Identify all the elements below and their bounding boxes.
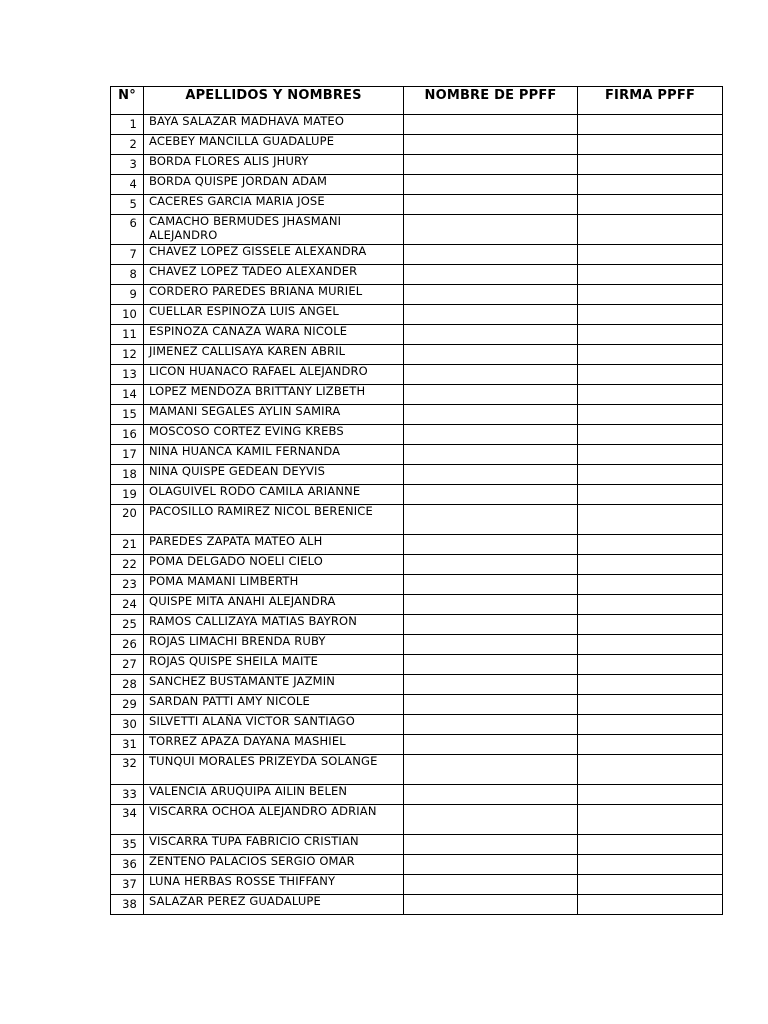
parent-name-cell[interactable] xyxy=(404,505,578,535)
row-number: 11 xyxy=(111,325,144,345)
table-row xyxy=(111,445,723,465)
table-row xyxy=(111,215,723,245)
student-name: LOPEZ MENDOZA BRITTANY LIZBETH xyxy=(144,385,404,405)
table-row xyxy=(111,135,723,155)
parent-name-cell[interactable] xyxy=(404,735,578,755)
row-number: 22 xyxy=(111,555,144,575)
parent-signature-cell[interactable] xyxy=(578,265,723,285)
table-row xyxy=(111,485,723,505)
parent-name-cell[interactable] xyxy=(404,425,578,445)
table-row xyxy=(111,305,723,325)
table-row xyxy=(111,245,723,265)
parent-signature-cell[interactable] xyxy=(578,385,723,405)
row-number: 26 xyxy=(111,635,144,655)
table-row xyxy=(111,615,723,635)
student-name: QUISPE MITA ANAHI ALEJANDRA xyxy=(144,595,404,615)
student-name: PAREDES ZAPATA MATEO ALH xyxy=(144,535,404,555)
header-names: APELLIDOS Y NOMBRES xyxy=(144,87,404,115)
student-name: BORDA FLORES ALIS JHURY xyxy=(144,155,404,175)
student-name: ROJAS LIMACHI BRENDA RUBY xyxy=(144,635,404,655)
student-name: VISCARRA OCHOA ALEJANDRO ADRIAN xyxy=(144,805,404,835)
student-name: NINA QUISPE GEDEAN DEYVIS xyxy=(144,465,404,485)
parent-signature-cell[interactable] xyxy=(578,805,723,835)
table-row xyxy=(111,755,723,785)
table-row xyxy=(111,675,723,695)
table-row xyxy=(111,425,723,445)
student-name: POMA DELGADO NOELI CIELO xyxy=(144,555,404,575)
parent-name-cell[interactable] xyxy=(404,195,578,215)
student-name: CHAVEZ LOPEZ GISSELE ALEXANDRA xyxy=(144,245,404,265)
parent-name-cell[interactable] xyxy=(404,445,578,465)
student-name: ROJAS QUISPE SHEILA MAITE xyxy=(144,655,404,675)
student-name: ESPINOZA CANAZA WARA NICOLE xyxy=(144,325,404,345)
student-name: SANCHEZ BUSTAMANTE JAZMIN xyxy=(144,675,404,695)
parent-signature-cell[interactable] xyxy=(578,155,723,175)
parent-signature-cell[interactable] xyxy=(578,895,723,915)
student-name: LUNA HERBAS ROSSE THIFFANY xyxy=(144,875,404,895)
header-parent-name: NOMBRE DE PPFF xyxy=(404,87,578,115)
parent-signature-cell[interactable] xyxy=(578,135,723,155)
row-number: 25 xyxy=(111,615,144,635)
table-row xyxy=(111,175,723,195)
student-name: OLAGUIVEL RODO CAMILA ARIANNE xyxy=(144,485,404,505)
table-row xyxy=(111,715,723,735)
student-name: MOSCOSO CORTEZ EVING KREBS xyxy=(144,425,404,445)
parent-signature-cell[interactable] xyxy=(578,285,723,305)
table-row xyxy=(111,855,723,875)
row-number: 30 xyxy=(111,715,144,735)
row-number: 33 xyxy=(111,785,144,805)
parent-name-cell[interactable] xyxy=(404,555,578,575)
row-number: 27 xyxy=(111,655,144,675)
parent-name-cell[interactable] xyxy=(404,805,578,835)
student-name: RAMOS CALLIZAYA MATIAS BAYRON xyxy=(144,615,404,635)
parent-signature-cell[interactable] xyxy=(578,655,723,675)
row-number: 31 xyxy=(111,735,144,755)
parent-signature-cell[interactable] xyxy=(578,345,723,365)
parent-signature-cell[interactable] xyxy=(578,215,723,245)
header-row xyxy=(111,87,723,115)
row-number: 3 xyxy=(111,155,144,175)
row-number: 5 xyxy=(111,195,144,215)
row-number: 23 xyxy=(111,575,144,595)
parent-name-cell[interactable] xyxy=(404,155,578,175)
parent-name-cell[interactable] xyxy=(404,535,578,555)
row-number: 1 xyxy=(111,115,144,135)
parent-name-cell[interactable] xyxy=(404,895,578,915)
student-name: TUNQUI MORALES PRIZEYDA SOLANGE xyxy=(144,755,404,785)
parent-signature-cell[interactable] xyxy=(578,245,723,265)
student-name: CACERES GARCIA MARIA JOSE xyxy=(144,195,404,215)
student-name: PACOSILLO RAMIREZ NICOL BERENICE xyxy=(144,505,404,535)
parent-name-cell[interactable] xyxy=(404,465,578,485)
parent-name-cell[interactable] xyxy=(404,135,578,155)
student-name: BORDA QUISPE JORDAN ADAM xyxy=(144,175,404,195)
parent-signature-cell[interactable] xyxy=(578,485,723,505)
table-row xyxy=(111,365,723,385)
parent-signature-cell[interactable] xyxy=(578,835,723,855)
table-row xyxy=(111,405,723,425)
row-number: 32 xyxy=(111,755,144,785)
parent-name-cell[interactable] xyxy=(404,305,578,325)
student-name: NINA HUANCA KAMIL FERNANDA xyxy=(144,445,404,465)
student-name: POMA MAMANI LIMBERTH xyxy=(144,575,404,595)
parent-name-cell[interactable] xyxy=(404,855,578,875)
row-number: 16 xyxy=(111,425,144,445)
table-row xyxy=(111,635,723,655)
parent-signature-cell[interactable] xyxy=(578,715,723,735)
student-name: MAMANI SEGALES AYLIN SAMIRA xyxy=(144,405,404,425)
table-row xyxy=(111,695,723,715)
roster-body xyxy=(111,115,723,915)
parent-name-cell[interactable] xyxy=(404,715,578,735)
table-row xyxy=(111,505,723,535)
row-number: 17 xyxy=(111,445,144,465)
table-row xyxy=(111,575,723,595)
table-row xyxy=(111,535,723,555)
row-number: 6 xyxy=(111,215,144,245)
row-number: 14 xyxy=(111,385,144,405)
student-name: LICON HUANACO RAFAEL ALEJANDRO xyxy=(144,365,404,385)
table-row xyxy=(111,735,723,755)
student-name: VISCARRA TUPA FABRICIO CRISTIAN xyxy=(144,835,404,855)
parent-signature-cell[interactable] xyxy=(578,635,723,655)
row-number: 36 xyxy=(111,855,144,875)
parent-signature-cell[interactable] xyxy=(578,175,723,195)
parent-signature-cell[interactable] xyxy=(578,875,723,895)
table-row xyxy=(111,325,723,345)
parent-name-cell[interactable] xyxy=(404,285,578,305)
row-number: 9 xyxy=(111,285,144,305)
parent-signature-cell[interactable] xyxy=(578,115,723,135)
row-number: 12 xyxy=(111,345,144,365)
parent-name-cell[interactable] xyxy=(404,265,578,285)
student-name: CUELLAR ESPINOZA LUIS ANGEL xyxy=(144,305,404,325)
row-number: 24 xyxy=(111,595,144,615)
student-name: ZENTENO PALACIOS SERGIO OMAR xyxy=(144,855,404,875)
parent-signature-cell[interactable] xyxy=(578,675,723,695)
parent-name-cell[interactable] xyxy=(404,115,578,135)
parent-name-cell[interactable] xyxy=(404,695,578,715)
table-row xyxy=(111,115,723,135)
row-number: 7 xyxy=(111,245,144,265)
row-number: 8 xyxy=(111,265,144,285)
student-name: JIMENEZ CALLISAYA KAREN ABRIL xyxy=(144,345,404,365)
row-number: 2 xyxy=(111,135,144,155)
student-roster-table xyxy=(110,86,723,915)
table-row xyxy=(111,785,723,805)
row-number: 15 xyxy=(111,405,144,425)
parent-name-cell[interactable] xyxy=(404,615,578,635)
student-name: SARDAN PATTI AMY NICOLE xyxy=(144,695,404,715)
table-row xyxy=(111,195,723,215)
table-row xyxy=(111,835,723,855)
parent-signature-cell[interactable] xyxy=(578,575,723,595)
row-number: 38 xyxy=(111,895,144,915)
parent-signature-cell[interactable] xyxy=(578,305,723,325)
parent-signature-cell[interactable] xyxy=(578,425,723,445)
table-row xyxy=(111,265,723,285)
parent-signature-cell[interactable] xyxy=(578,195,723,215)
student-name: VALENCIA ARUQUIPA AILIN BELEN xyxy=(144,785,404,805)
parent-name-cell[interactable] xyxy=(404,215,578,245)
parent-name-cell[interactable] xyxy=(404,385,578,405)
student-name: ACEBEY MANCILLA GUADALUPE xyxy=(144,135,404,155)
parent-signature-cell[interactable] xyxy=(578,465,723,485)
parent-signature-cell[interactable] xyxy=(578,855,723,875)
parent-name-cell[interactable] xyxy=(404,325,578,345)
row-number: 18 xyxy=(111,465,144,485)
parent-name-cell[interactable] xyxy=(404,835,578,855)
row-number: 21 xyxy=(111,535,144,555)
parent-name-cell[interactable] xyxy=(404,575,578,595)
student-name: BAYA SALAZAR MADHAVA MATEO xyxy=(144,115,404,135)
table-row xyxy=(111,155,723,175)
parent-name-cell[interactable] xyxy=(404,655,578,675)
parent-name-cell[interactable] xyxy=(404,595,578,615)
student-name: SALAZAR PEREZ GUADALUPE xyxy=(144,895,404,915)
parent-signature-cell[interactable] xyxy=(578,325,723,345)
parent-name-cell[interactable] xyxy=(404,365,578,385)
row-number: 10 xyxy=(111,305,144,325)
table-row xyxy=(111,285,723,305)
parent-name-cell[interactable] xyxy=(404,175,578,195)
parent-name-cell[interactable] xyxy=(404,875,578,895)
parent-signature-cell[interactable] xyxy=(578,785,723,805)
row-number: 19 xyxy=(111,485,144,505)
parent-name-cell[interactable] xyxy=(404,675,578,695)
table-row xyxy=(111,595,723,615)
parent-signature-cell[interactable] xyxy=(578,445,723,465)
parent-name-cell[interactable] xyxy=(404,485,578,505)
parent-signature-cell[interactable] xyxy=(578,695,723,715)
parent-name-cell[interactable] xyxy=(404,405,578,425)
row-number: 20 xyxy=(111,505,144,535)
table-row xyxy=(111,555,723,575)
row-number: 28 xyxy=(111,675,144,695)
row-number: 4 xyxy=(111,175,144,195)
table-row xyxy=(111,345,723,365)
table-row xyxy=(111,465,723,485)
row-number: 34 xyxy=(111,805,144,835)
parent-name-cell[interactable] xyxy=(404,635,578,655)
parent-signature-cell[interactable] xyxy=(578,405,723,425)
parent-signature-cell[interactable] xyxy=(578,615,723,635)
parent-signature-cell[interactable] xyxy=(578,535,723,555)
parent-signature-cell[interactable] xyxy=(578,505,723,535)
student-name: CORDERO PAREDES BRIANA MURIEL xyxy=(144,285,404,305)
table-row xyxy=(111,805,723,835)
student-name: TORREZ APAZA DAYANA MASHIEL xyxy=(144,735,404,755)
parent-name-cell[interactable] xyxy=(404,345,578,365)
student-name: SILVETTI ALAÑA VICTOR SANTIAGO xyxy=(144,715,404,735)
parent-signature-cell[interactable] xyxy=(578,555,723,575)
parent-name-cell[interactable] xyxy=(404,785,578,805)
table-row xyxy=(111,655,723,675)
parent-signature-cell[interactable] xyxy=(578,365,723,385)
header-number: N° xyxy=(111,87,144,115)
parent-name-cell[interactable] xyxy=(404,245,578,265)
row-number: 35 xyxy=(111,835,144,855)
student-name: CHAVEZ LOPEZ TADEO ALEXANDER xyxy=(144,265,404,285)
row-number: 29 xyxy=(111,695,144,715)
parent-name-cell[interactable] xyxy=(404,755,578,785)
parent-signature-cell[interactable] xyxy=(578,735,723,755)
parent-signature-cell[interactable] xyxy=(578,755,723,785)
row-number: 13 xyxy=(111,365,144,385)
header-parent-signature: FIRMA PPFF xyxy=(578,87,723,115)
parent-signature-cell[interactable] xyxy=(578,595,723,615)
row-number: 37 xyxy=(111,875,144,895)
table-row xyxy=(111,875,723,895)
table-row xyxy=(111,895,723,915)
student-name: CAMACHO BERMUDES JHASMANI ALEJANDRO xyxy=(144,215,404,245)
table-row xyxy=(111,385,723,405)
